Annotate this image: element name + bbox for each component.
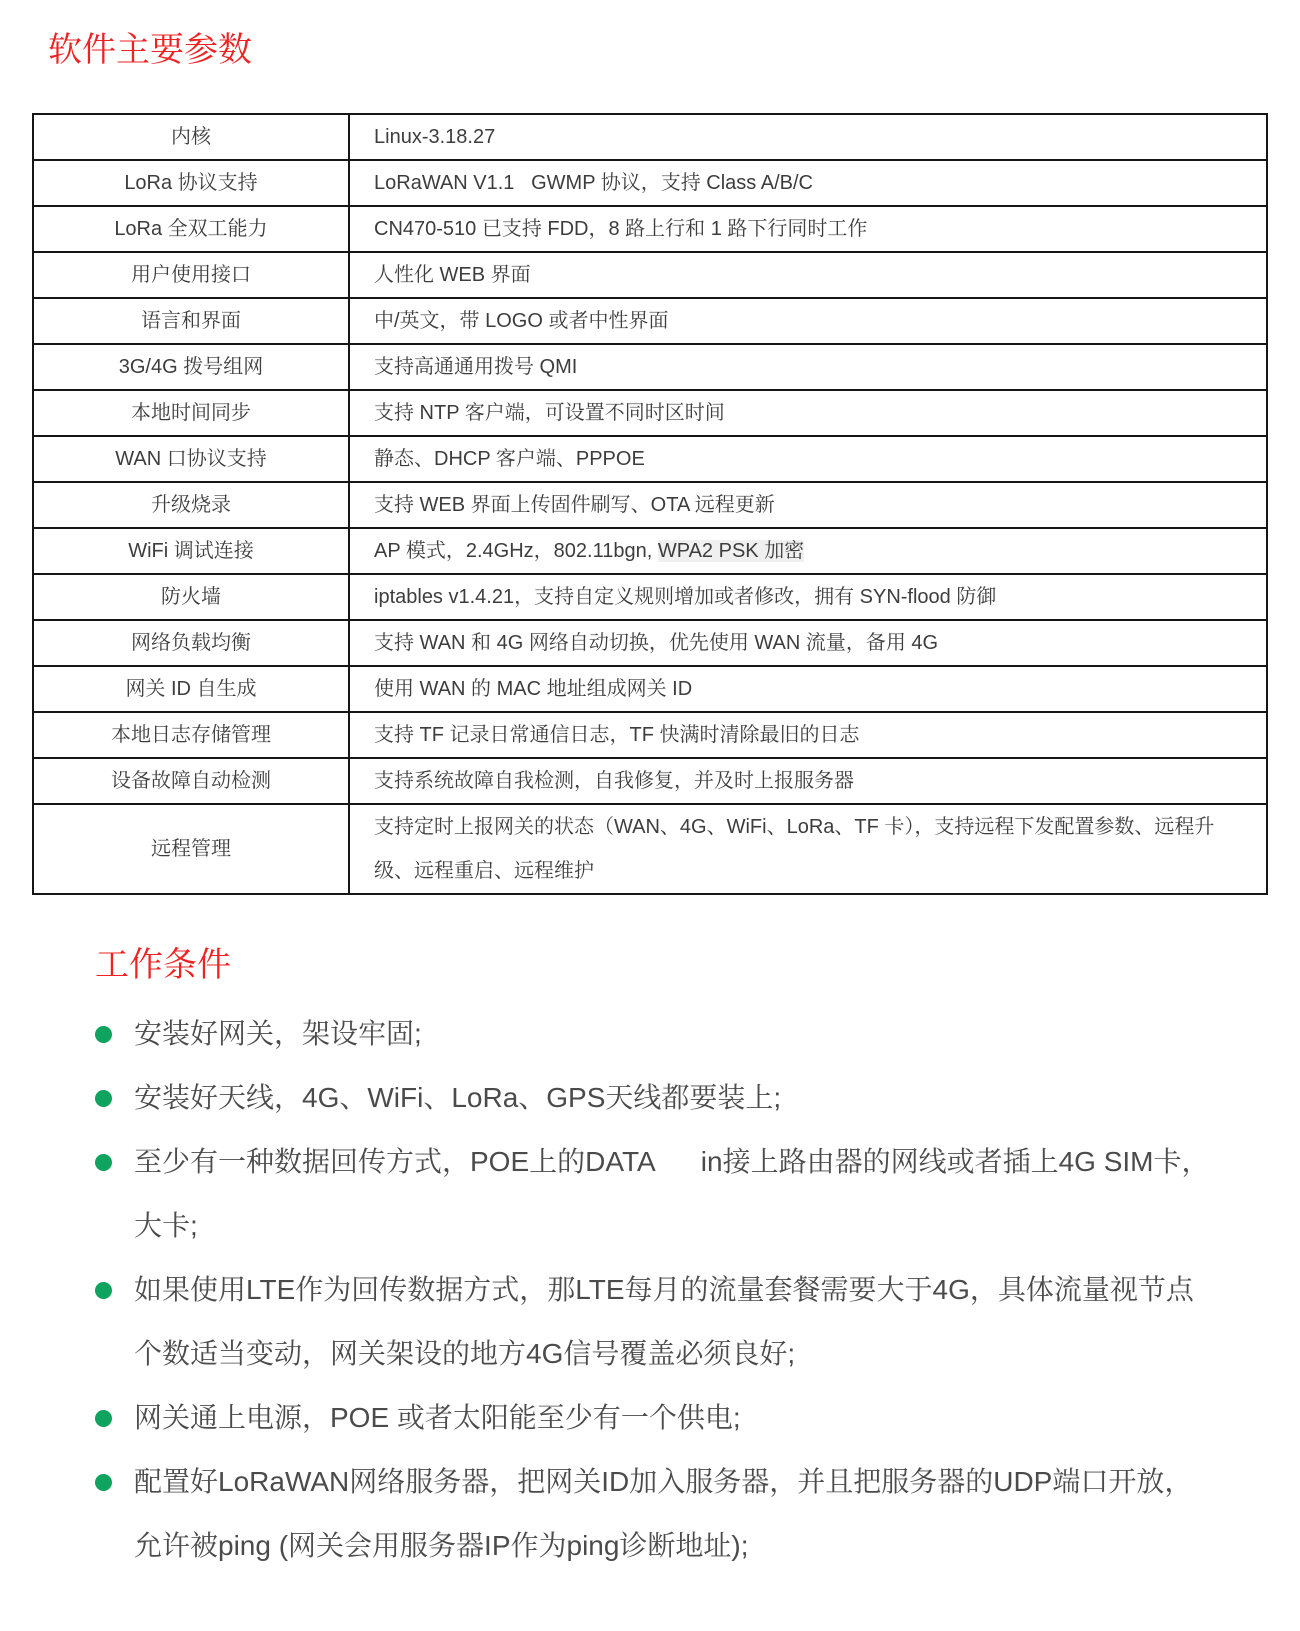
table-row — [33, 344, 1267, 390]
param-label: 远程管理 — [33, 804, 349, 894]
list-item — [95, 1002, 1210, 1066]
value-text: AP 模式，2.4GHz，802.11bgn, — [374, 539, 658, 562]
table-row — [33, 252, 1267, 298]
table-row — [33, 114, 1267, 160]
table-row — [33, 528, 1267, 574]
table-row — [33, 436, 1267, 482]
param-label: 内核 — [33, 114, 349, 160]
param-label: 用户使用接口 — [33, 252, 349, 298]
table-row — [33, 482, 1267, 528]
list-item-text: 安装好天线，4G、WiFi、LoRa、GPS天线都要装上; — [134, 1081, 782, 1113]
param-label: 防火墙 — [33, 574, 349, 620]
bullet-icon — [95, 1410, 112, 1427]
bullet-icon — [95, 1154, 112, 1171]
param-value: 支持系统故障自我检测，自我修复，并及时上报服务器 — [349, 758, 1267, 804]
table-row — [33, 574, 1267, 620]
param-value: 人性化 WEB 界面 — [349, 252, 1267, 298]
list-item — [95, 1386, 1210, 1450]
table-row — [33, 390, 1267, 436]
table-row — [33, 666, 1267, 712]
highlighted-text: WPA2 PSK 加密 — [657, 539, 805, 562]
list-item-text: 配置好LoRaWAN网络服务器，把网关ID加入服务器，并且把服务器的UDP端口开放，允许被ping (网关会用服务器IP作为ping诊断地址); — [134, 1465, 1193, 1561]
table-row — [33, 620, 1267, 666]
param-value: 使用 WAN 的 MAC 地址组成网关 ID — [349, 666, 1267, 712]
table-row — [33, 298, 1267, 344]
working-conditions-list — [95, 1002, 1210, 1578]
param-label: 3G/4G 拨号组网 — [33, 344, 349, 390]
param-value: 支持高通通用拨号 QMI — [349, 344, 1267, 390]
bullet-icon — [95, 1090, 112, 1107]
param-label: WiFi 调试连接 — [33, 528, 349, 574]
param-value: 支持 WAN 和 4G 网络自动切换，优先使用 WAN 流量，备用 4G — [349, 620, 1267, 666]
list-item-text: 至少有一种数据回传方式，POE上的DATA in接上路由器的网线或者插上4G SIM卡，大卡; — [134, 1145, 1210, 1241]
bullet-icon — [95, 1026, 112, 1043]
list-item — [95, 1130, 1210, 1258]
section-title-working-conditions: 工作条件 — [95, 945, 231, 984]
param-value: iptables v1.4.21，支持自定义规则增加或者修改，拥有 SYN-flood 防御 — [349, 574, 1267, 620]
param-label: WAN 口协议支持 — [33, 436, 349, 482]
list-item — [95, 1450, 1210, 1578]
param-value: 支持 TF 记录日常通信日志，TF 快满时清除最旧的日志 — [349, 712, 1267, 758]
table-row — [33, 758, 1267, 804]
param-label: LoRa 协议支持 — [33, 160, 349, 206]
param-value: CN470-510 已支持 FDD，8 路上行和 1 路下行同时工作 — [349, 206, 1267, 252]
param-value — [349, 528, 1267, 574]
param-value: 支持 WEB 界面上传固件刷写、OTA 远程更新 — [349, 482, 1267, 528]
param-value: 中/英文，带 LOGO 或者中性界面 — [349, 298, 1267, 344]
param-label: 网络负载均衡 — [33, 620, 349, 666]
param-value: 静态、DHCP 客户端、PPPOE — [349, 436, 1267, 482]
list-item — [95, 1258, 1210, 1386]
param-label: 升级烧录 — [33, 482, 349, 528]
section-title-software-params: 软件主要参数 — [48, 31, 252, 69]
param-value: 支持 NTP 客户端，可设置不同时区时间 — [349, 390, 1267, 436]
param-label: 语言和界面 — [33, 298, 349, 344]
list-item-text: 安装好网关，架设牢固; — [134, 1017, 422, 1049]
bullet-icon — [95, 1282, 112, 1299]
software-params-table — [32, 113, 1268, 895]
param-label: 本地时间同步 — [33, 390, 349, 436]
param-label: 设备故障自动检测 — [33, 758, 349, 804]
table-row — [33, 206, 1267, 252]
table-row — [33, 804, 1267, 894]
list-item-text: 网关通上电源，POE 或者太阳能至少有一个供电; — [134, 1401, 741, 1433]
bullet-icon — [95, 1474, 112, 1491]
table-row — [33, 160, 1267, 206]
list-item — [95, 1066, 1210, 1130]
table-row — [33, 712, 1267, 758]
param-value: LoRaWAN V1.1 GWMP 协议，支持 Class A/B/C — [349, 160, 1267, 206]
list-item-text: 如果使用LTE作为回传数据方式，那LTE每月的流量套餐需要大于4G，具体流量视节点个数适当变动，网关架设的地方4G信号覆盖必须良好; — [134, 1273, 1194, 1369]
param-label: LoRa 全双工能力 — [33, 206, 349, 252]
param-value: 支持定时上报网关的状态（WAN、4G、WiFi、LoRa、TF 卡），支持远程下发配置参数、远程升级、远程重启、远程维护 — [349, 804, 1267, 894]
param-value: Linux-3.18.27 — [349, 114, 1267, 160]
param-label: 网关 ID 自生成 — [33, 666, 349, 712]
param-label: 本地日志存储管理 — [33, 712, 349, 758]
